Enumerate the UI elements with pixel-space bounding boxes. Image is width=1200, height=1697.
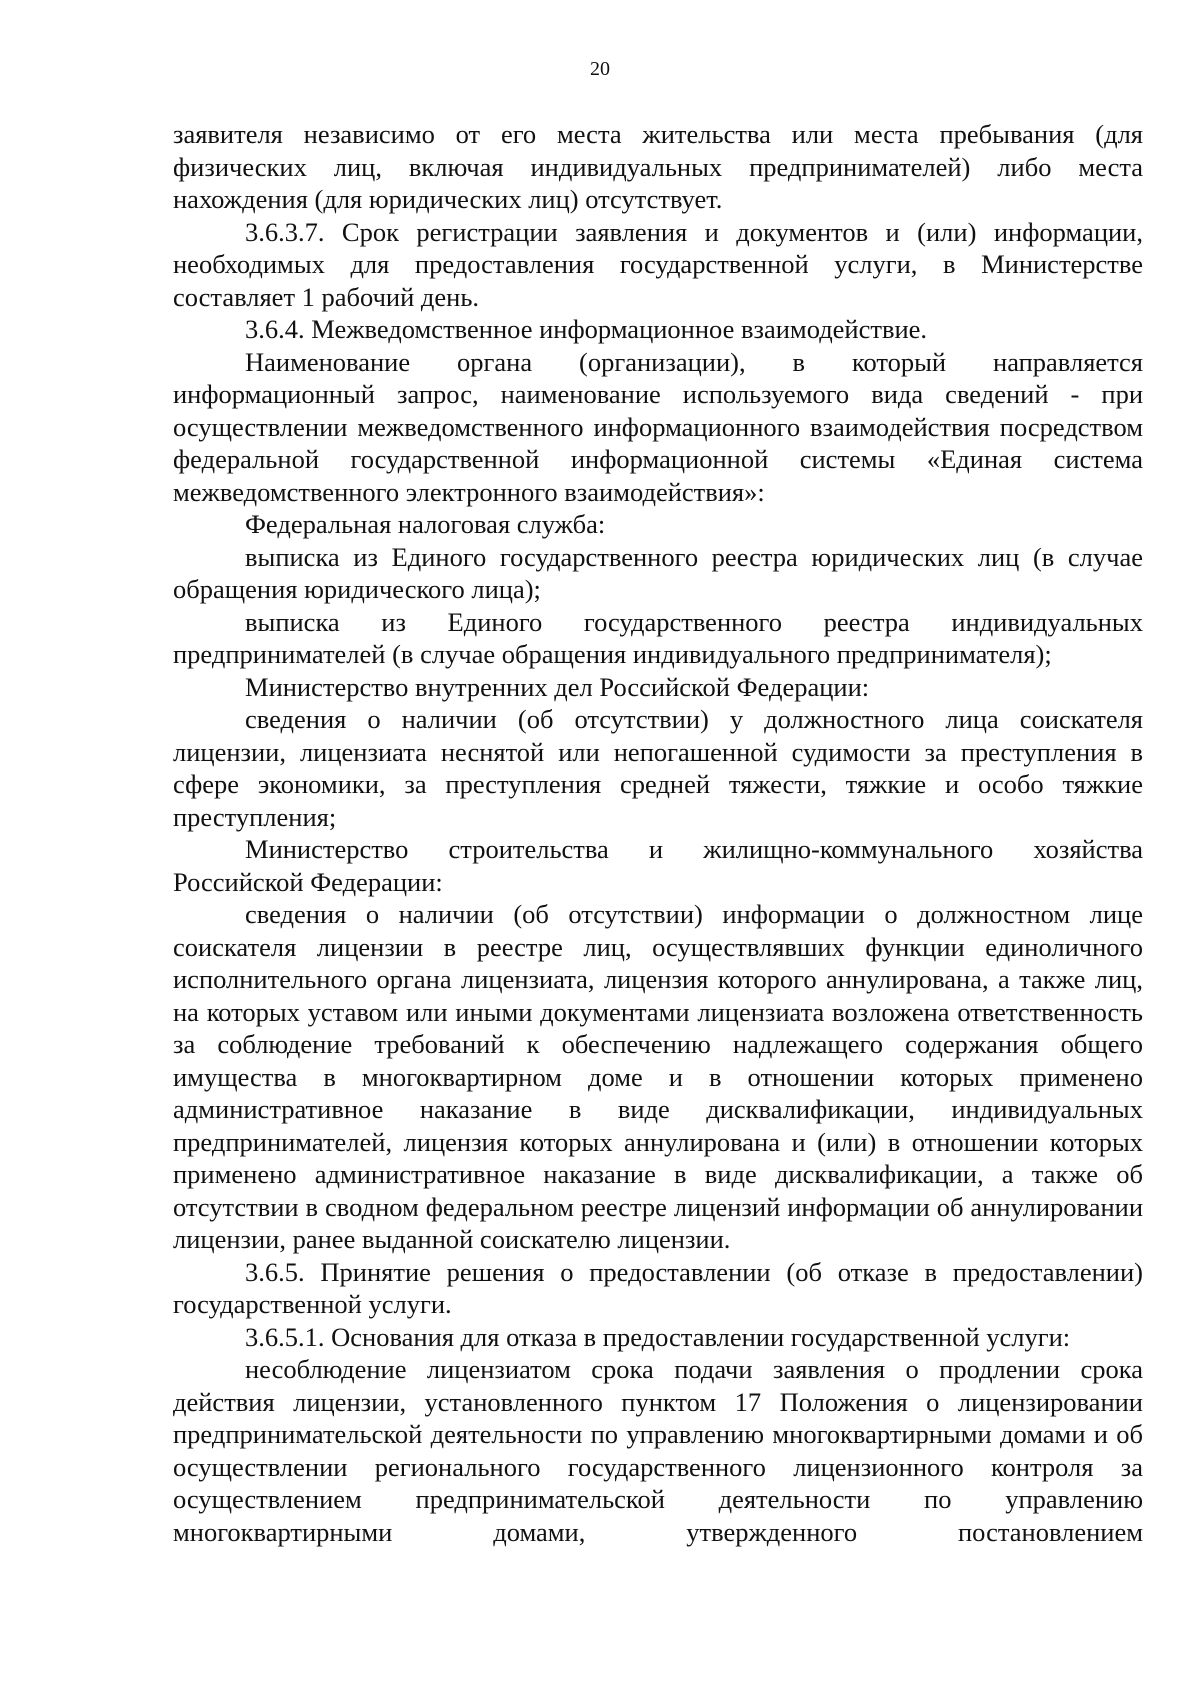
paragraph-mvd-heading: Министерство внутренних дел Российской Федерации: bbox=[245, 671, 870, 702]
paragraph-3-6-4-heading: 3.6.4. Межведомственное информационное взаимодействие. bbox=[245, 314, 928, 344]
paragraph-egrul-extract: выписка из Единого государственного реестра юридических лиц (в случае обращения юридического лица); bbox=[173, 541, 1143, 604]
paragraph-egrip-extract: выписка из Единого государственного реестра индивидуальных предпринимателей (в случае обращения индивидуального предпринимателя); bbox=[173, 606, 1143, 669]
page-number: 20 bbox=[590, 58, 610, 80]
paragraph-refusal-grounds: несоблюдение лицензиатом срока подачи заявления о продлении срока действия лицензии, установленного пунктом 17 Положения о лицензировании предпринимательской деятельности по управлению многоквартирными домами и об осуществлении регионального государственного лицензионного контроля за осуществлением предпринимательской деятельности по управлению многоквартирными домами, утвержденного постановлением bbox=[173, 1354, 1143, 1547]
paragraph-criminal-record-info: сведения о наличии (об отсутствии) у должностного лица соискателя лицензии, лицензиата неснятой или непогашенной судимости за преступления в сфере экономики, за преступления средней тяжести, тяжкие и особо тяжкие преступления; bbox=[173, 704, 1143, 832]
paragraph-fns-heading: Федеральная налоговая служба: bbox=[245, 509, 606, 539]
document-body bbox=[173, 118, 1143, 1548]
paragraph-applicant-location: заявителя независимо от его места жительства или места пребывания (для физических лиц, включая индивидуальных предпринимателей) либо места нахождения (для юридических лиц) отсутствует. bbox=[173, 119, 1143, 214]
paragraph-interagency-request: Наименование органа (организации), в который направляется информационный запрос, наименование используемого вида сведений - при осуществлении межведомственного информационного взаимодействия посредством федеральной государственной информационной системы «Единая система межведомственного электронного взаимодействия»: bbox=[173, 346, 1143, 507]
paragraph-minstroy-heading: Министерство строительства и жилищно-коммунального хозяйства Российской Федерации: bbox=[173, 834, 1143, 897]
paragraph-3-6-5-heading: 3.6.5. Принятие решения о предоставлении (об отказе в предоставлении) государственной услуги. bbox=[173, 1256, 1143, 1319]
paragraph-3-6-5-1-heading: 3.6.5.1. Основания для отказа в предоставлении государственной услуги: bbox=[245, 1321, 1071, 1352]
paragraph-3-6-3-7: 3.6.3.7. Срок регистрации заявления и документов и (или) информации, необходимых для предоставления государственной услуги, в Министерстве составляет 1 рабочий день. bbox=[173, 216, 1143, 312]
paragraph-disqualification-info: сведения о наличии (об отсутствии) информации о должностном лице соискателя лицензии в реестре лиц, осуществлявших функции единоличного исполнительного органа лицензиата, лицензия которого аннулирована, а также лиц, на которых уставом или иными документами лицензиата возложена ответственность за соблюдение требований к обеспечению надлежащего содержания общего имущества в многоквартирном доме и в отношении которых применено административное наказание в виде дисквалификации, индивидуальных предпринимателей, лицензия которых аннулирована и (или) в отношении которых применено административное наказание в виде дисквалификации, а также об отсутствии в сводном федеральном реестре лицензий информации об аннулировании лицензии, ранее выданной соискателю лицензии. bbox=[173, 899, 1143, 1254]
